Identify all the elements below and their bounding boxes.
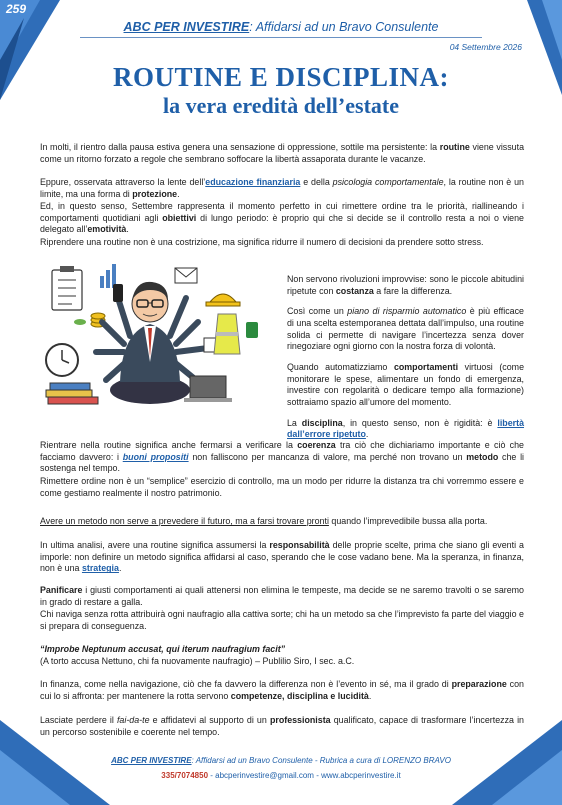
paragraph-decisions: Riprendere una routine non è una costrizione, ma significa ridurre il numero di decisioni da prendere sotto stress. bbox=[40, 237, 484, 247]
link-liberta-errore[interactable]: libertà dall’errore ripetuto bbox=[287, 417, 525, 440]
businessman-multitasking-illustration bbox=[40, 262, 280, 414]
paragraph-naviga: Chi naviga senza rotta attribuirà ogni naufragio alla cattiva sorte; chi ha un metodo sa che l’imprevisto fa parte del viaggio e si prepara di conseguenza. bbox=[40, 609, 524, 631]
paragraph-coerenza: Rientrare nella routine significa anche fermarsi a verificare la coerenza tra ciò che dichiariamo importante e ciò che facciamo davvero: i buoni propositi non falliscono per mancanza di valore, ma perché non trovano un metodo che li sostenga nel tempo. bbox=[40, 440, 525, 474]
paragraph-metodo: Avere un metodo non serve a prevedere il futuro, ma a farsi trovare pronti quando l’imprevedibile bussa alla porta. bbox=[40, 516, 488, 526]
header-brand: ABC PER INVESTIRE bbox=[123, 20, 250, 34]
article-subtitle: la vera eredità dell’estate bbox=[162, 93, 399, 118]
footer-credits: ABC PER INVESTIRE: Affidarsi ad un Bravo Consulente - Rubrica a cura di LORENZO BRAVO bbox=[111, 756, 451, 765]
publication-date: 04 Settembre 2026 bbox=[449, 42, 522, 52]
paragraph-preparazione: In finanza, come nella navigazione, ciò che fa davvero la differenza non è l’evento in sé, ma il grado di preparazione con cui lo si affronta: per mantenere la rotta servono competenze, disciplina e lucidità. bbox=[40, 679, 524, 701]
article-title: ROUTINE E DISCIPLINA: bbox=[112, 62, 450, 92]
link-buoni-propositi[interactable]: buoni propositi bbox=[122, 451, 189, 462]
side-text bbox=[287, 265, 524, 450]
footer-phone: 335/7074850 bbox=[161, 771, 209, 780]
paragraph-panificare: Panificare i giusti comportamenti ai quali attenersi non elimina le tempeste, ma decide se ne saremo travolti o se saremo in grado di restare a galla. bbox=[40, 585, 524, 607]
paragraph-education: Eppure, osservata attraverso la lente dell’educazione finanziaria e della psicologia comportamentale, la routine non è un limite, ma una forma di protezione. bbox=[40, 177, 524, 199]
paragraph-responsabilita: In ultima analisi, avere una routine significa assumersi la responsabilità delle proprie scelte, prima che siano gli eventi a imporle: non definire un metodo significa affidarsi al caso, sperando che le cose vadano bene. Ma la speranza, in finanza, non è una strategia. bbox=[40, 540, 524, 574]
side-paragraph-comportamenti: Quando automatizziamo comportamenti virtuosi (come monitorare le spese, alimentare un fondo di emergenza, investire con regolarità o dedicare tempo alla formazione) sottraiamo spazio all’umore del momento. bbox=[287, 361, 525, 407]
side-paragraph-risparmio: Così come un piano di risparmio automatico è più efficace di una scelta estemporanea dettata dall’impulso, una routine solida ci permette di navigare l’incertezza senza dover rinegoziare ogni giorno con la nostra forza di volontà. bbox=[287, 306, 524, 352]
side-paragraph-costanza: Non servono rivoluzioni improvvise: sono le piccole abitudini ripetute con costanza a fare la differenza. bbox=[287, 273, 524, 296]
page-number: 259 bbox=[6, 2, 27, 16]
link-educazione-finanziaria[interactable]: educazione finanziaria bbox=[205, 177, 301, 187]
side-paragraph-disciplina: La disciplina, in questo senso, non è rigidità: è libertà dall’errore ripetuto. bbox=[287, 417, 525, 440]
header-title: ABC PER INVESTIRE: Affidarsi ad un Bravo Consulente bbox=[123, 20, 439, 34]
footer-contacts: 335/7074850 - abcperinvestire@gmail.com - www.abcperinvestire.it bbox=[161, 771, 401, 780]
link-strategia[interactable]: strategia bbox=[81, 563, 119, 574]
paragraph-professionista: Lasciate perdere il fai-da-te e affidatevi al supporto di un professionista qualificato, capace di trasformare l’incertezza in un percorso sostenibile e coerente nel tempo. bbox=[40, 715, 524, 737]
header-divider bbox=[80, 37, 482, 38]
paragraph-ordine: Rimettere ordine non è un “semplice” esercizio di controllo, ma un modo per ridurre la distanza tra chi vorremmo essere e come gestiamo realmente il nostro patrimonio. bbox=[40, 476, 524, 498]
footer-website[interactable]: www.abcperinvestire.it bbox=[321, 771, 401, 780]
header-tagline: Affidarsi ad un Bravo Consulente bbox=[255, 20, 439, 34]
footer-email[interactable]: abcperinvestire@gmail.com bbox=[215, 771, 314, 780]
paragraph-intro: In molti, il rientro dalla pausa estiva genera una sensazione di oppressione, sottile ma persistente: la routine viene vissuta come un ritorno forzato a regole che sembrano soffocare la libertà assaporata durante le vacanze. bbox=[40, 142, 525, 164]
paragraph-september: Ed, in questo senso, Settembre rappresenta il momento perfetto in cui rimettere ordine tra le priorità, riallineando i comportamenti quotidiani agli obiettivi di lungo periodo: è proprio qui che si decide se il controllo resta a noi o viene delegato all’emotività. bbox=[40, 201, 524, 235]
latin-quote: “Improbe Neptunum accusat, qui iterum naufragium facit” (A torto accusa Nettuno, chi fa nuovamente naufragio) – Publilio Siro, I sec. a.C. bbox=[40, 644, 355, 666]
